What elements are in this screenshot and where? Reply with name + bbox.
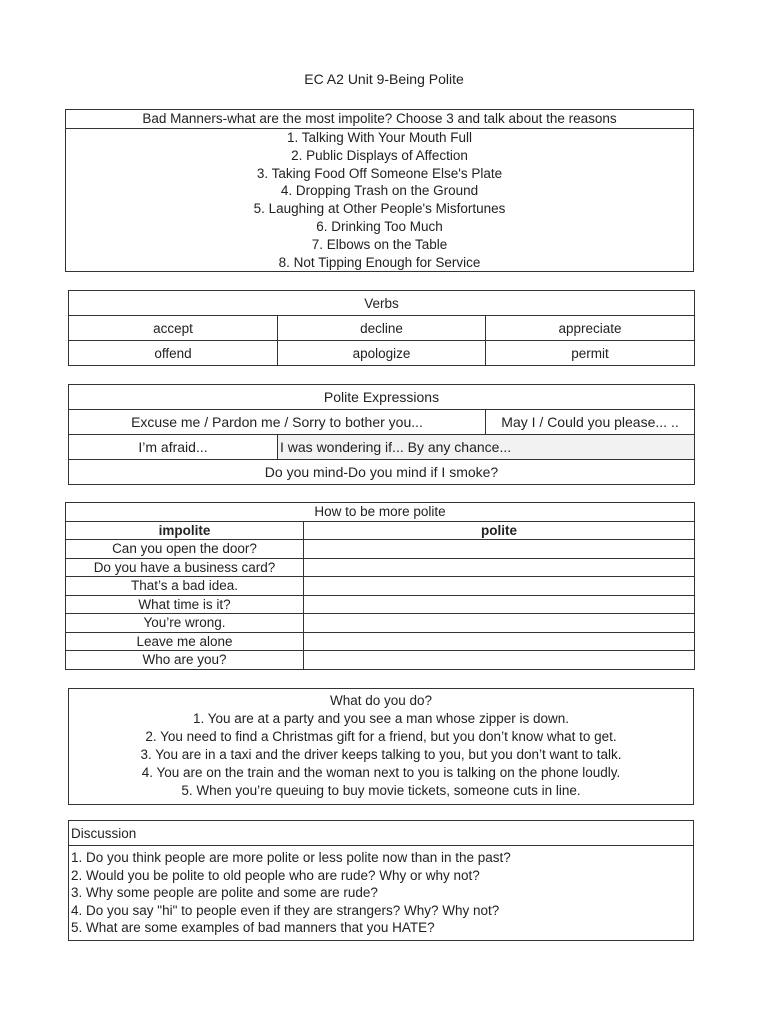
list-item: 2. You need to find a Christmas gift for a friend, but you don’t know what to get. (145, 729, 617, 744)
list-item: 3. Taking Food Off Someone Else's Plate (256, 165, 503, 181)
bad-manners-table (65, 109, 694, 272)
list-item: 2. Public Displays of Affection (291, 147, 468, 163)
column-header-polite: polite (304, 521, 695, 540)
verbs-table (68, 290, 695, 366)
how-to-be-polite-table (65, 502, 695, 670)
polite-cell (304, 651, 695, 670)
list-item: 1. Do you think people are more polite or less polite now than in the past? (71, 850, 511, 865)
expression-cell: I’m afraid... (69, 435, 278, 460)
discussion-table (68, 820, 694, 941)
how-to-be-polite-heading: How to be more polite (66, 503, 695, 522)
page-title: EC A2 Unit 9-Being Polite (304, 71, 464, 87)
verb-cell: apologize (278, 341, 486, 366)
table-row (66, 540, 695, 559)
verbs-heading: Verbs (69, 291, 695, 316)
list-item: 4. Do you say "hi" to people even if they are strangers? Why? Why not? (71, 902, 500, 918)
discussion-list (69, 846, 694, 941)
impolite-cell: Who are you? (66, 651, 304, 670)
list-item: 1. You are at a party and you see a man whose zipper is down. (193, 711, 569, 726)
impolite-cell: You’re wrong. (66, 614, 304, 633)
column-header-impolite: impolite (66, 521, 304, 540)
impolite-cell: That’s a bad idea. (66, 577, 304, 596)
expression-cell: Do you mind-Do you mind if I smoke? (69, 460, 695, 485)
list-item: 3. Why some people are polite and some are rude? (71, 885, 378, 901)
expression-cell: Excuse me / Pardon me / Sorry to bother you... (69, 410, 486, 435)
list-item: 5. When you’re queuing to buy movie tickets, someone cuts in line. (181, 783, 581, 798)
polite-cell (304, 558, 695, 577)
polite-cell (304, 577, 695, 596)
list-item: 4. You are on the train and the woman next to you is talking on the phone loudly. (141, 765, 621, 780)
table-row (66, 651, 695, 670)
list-item: 2. Would you be polite to old people who are rude? Why or why not? (71, 867, 480, 883)
list-item: 6. Drinking Too Much (316, 218, 443, 234)
list-item: 5. Laughing at Other People's Misfortunes (253, 201, 506, 217)
what-do-you-do-table (68, 688, 694, 805)
bad-manners-heading: Bad Manners-what are the most impolite? Choose 3 and talk about the reasons (66, 110, 694, 129)
expression-cell: I was wondering if... By any chance... (278, 435, 695, 460)
expression-cell: May I / Could you please... .. (486, 410, 695, 435)
impolite-cell: What time is it? (66, 595, 304, 614)
polite-expressions-heading: Polite Expressions (69, 385, 695, 410)
table-row (66, 558, 695, 577)
bad-manners-list (66, 129, 694, 272)
list-item: 7. Elbows on the Table (311, 236, 448, 252)
discussion-heading: Discussion (69, 821, 694, 846)
list-item: 4. Dropping Trash on the Ground (280, 183, 479, 199)
what-do-you-do-heading: What do you do? (329, 693, 433, 708)
verb-cell: appreciate (486, 316, 695, 341)
table-row (66, 632, 695, 651)
verb-cell: permit (486, 341, 695, 366)
list-item: 3. You are in a taxi and the driver keeps talking to you, but you don’t want to talk. (140, 747, 622, 762)
impolite-cell: Can you open the door? (66, 540, 304, 559)
verb-cell: decline (278, 316, 486, 341)
table-row (66, 577, 695, 596)
impolite-cell: Leave me alone (66, 632, 304, 651)
what-do-you-do-box (69, 689, 694, 805)
table-row (66, 595, 695, 614)
polite-expressions-table (68, 384, 695, 485)
polite-cell (304, 632, 695, 651)
polite-cell (304, 614, 695, 633)
polite-cell (304, 540, 695, 559)
table-row (66, 614, 695, 633)
list-item: 8. Not Tipping Enough for Service (278, 254, 481, 270)
impolite-cell: Do you have a business card? (66, 558, 304, 577)
verb-cell: offend (69, 341, 278, 366)
polite-cell (304, 595, 695, 614)
verb-cell: accept (69, 316, 278, 341)
list-item: 1. Talking With Your Mouth Full (286, 130, 473, 145)
list-item: 5. What are some examples of bad manners that you HATE? (71, 920, 435, 936)
